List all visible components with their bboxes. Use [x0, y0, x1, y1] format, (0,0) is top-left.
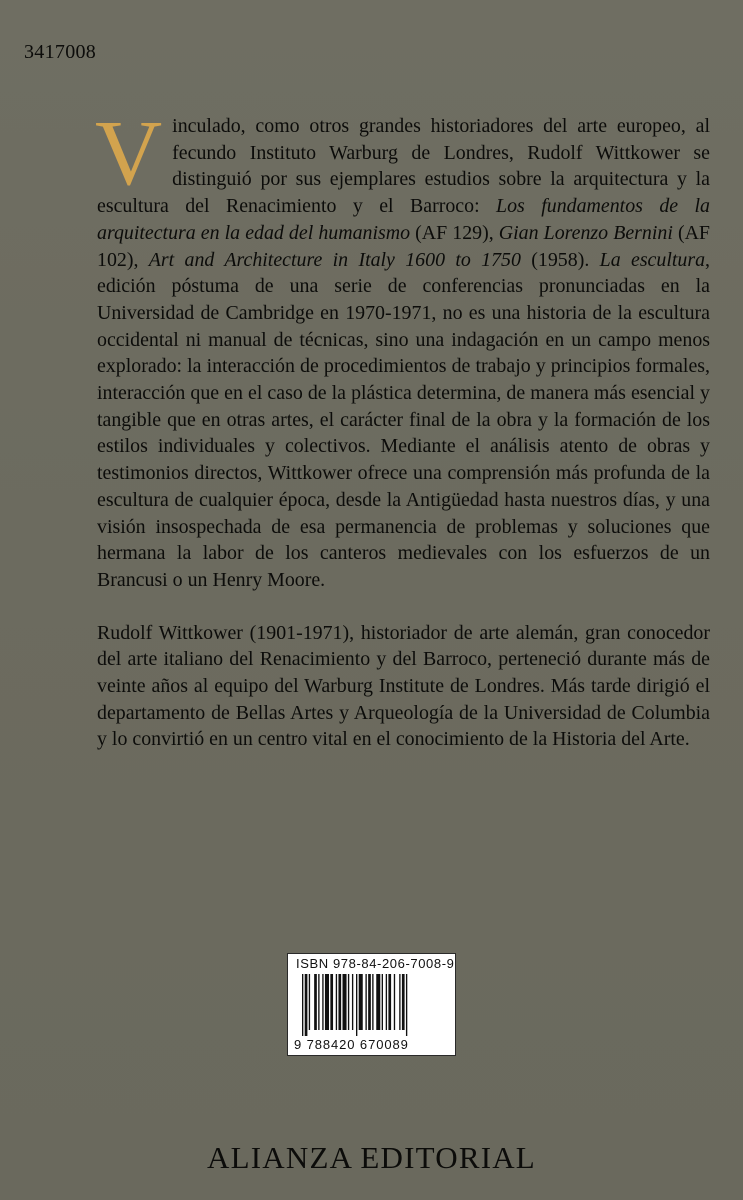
blurb-text [95, 102, 710, 753]
barcode-bar [388, 974, 391, 1030]
barcode-bar [348, 974, 349, 1030]
blurb-paragraph-2: Rudolf Wittkower (1901-1971), historiador de arte alemán, gran conocedor del arte italiano del Renacimiento y del Barroco, perteneció durante más de veinte años al equipo del Warburg Institute de Londres. Más tarde dirigió el departamento de Bellas Artes y Arqueología de la Universidad de Columbia y lo convirtió en un centro vital en el conocimiento de la Historia del Arte. [97, 621, 710, 751]
barcode-bar [336, 974, 337, 1030]
barcode-bar [330, 974, 333, 1030]
barcode-bar [359, 974, 363, 1030]
barcode-graphic [302, 974, 443, 1036]
barcode-bar [394, 974, 395, 1030]
barcode-bar [318, 974, 319, 1030]
barcode-bar [406, 974, 407, 1036]
barcode-bar [402, 974, 405, 1030]
publisher-name: ALIANZA EDITORIAL [207, 1140, 536, 1175]
blurb-run: inculado, como otros grandes historiadores del arte europeo, al fecundo Instituto Warburg de Londres, Rudolf Wittkower se distinguió por sus ejemplares estudios sobre la arquitectura y la escultura del Renacimiento y el Barroco: [97, 115, 710, 218]
blurb-run: (1958). [520, 248, 600, 271]
book-title-italic: La escultura [599, 248, 706, 271]
isbn-barcode-box [287, 953, 456, 1056]
barcode-bar [343, 974, 347, 1030]
book-title-italic: Art and Architecture in Italy 1600 to 1750 [148, 248, 521, 271]
book-title-italic: Los fundamentos de la arquitectura en la edad del humanismo [97, 195, 710, 244]
barcode-digits: 9 788420 670089 [294, 1037, 409, 1052]
blurb-run: (AF 129), [410, 221, 499, 244]
book-title-italic: Gian Lorenzo Bernini [498, 221, 673, 244]
catalog-code: 3417008 [24, 41, 97, 63]
barcode-bar [365, 974, 366, 1030]
barcode-bar [368, 974, 371, 1030]
barcode-bar [338, 974, 341, 1030]
barcode-bar [386, 974, 387, 1030]
barcode-bar [302, 974, 303, 1036]
barcode-bar [309, 974, 310, 1030]
blurb-run: (AF 102), [97, 221, 710, 271]
barcode-bar [356, 974, 357, 1036]
blurb-paragraph-1 [95, 102, 710, 594]
barcode-bar [376, 974, 380, 1030]
barcode-bar [399, 974, 400, 1030]
barcode-bar [382, 974, 383, 1030]
isbn-label: ISBN 978-84-206-7008-9 [296, 956, 455, 971]
barcode-bar [372, 974, 373, 1030]
barcode-bar [322, 974, 323, 1030]
barcode-bar [305, 974, 308, 1036]
barcode-bar [352, 974, 353, 1030]
blurb-run: , edición póstuma de una serie de conferencias pronunciadas en la Universidad de Cambridge en 1970-1971, no es una historia de la escultura occidental ni manual de técnicas, sino una indagación en un campo menos explorado: la interacción de procedimientos de trabajo y principios formales, interacción que en el caso de la plástica determina, de manera más esencial y tangible que en otras artes, el carácter final de la obra y la formación de los estilos individuales y colectivos. Mediante el análisis atento de obras y testimonios directos, Wittkower ofrece una comprensión más profunda de la escultura de cualquier época, desde la Antigüedad hasta nuestros días, y una visión insospechada de esa permanencia de problemas y soluciones que hermana la labor de los canteros medievales con los esfuerzos de un Brancusi o un Henry Moore. [97, 248, 710, 591]
drop-cap: V [95, 102, 163, 205]
barcode-bar [314, 974, 317, 1030]
barcode-bar [325, 974, 329, 1030]
